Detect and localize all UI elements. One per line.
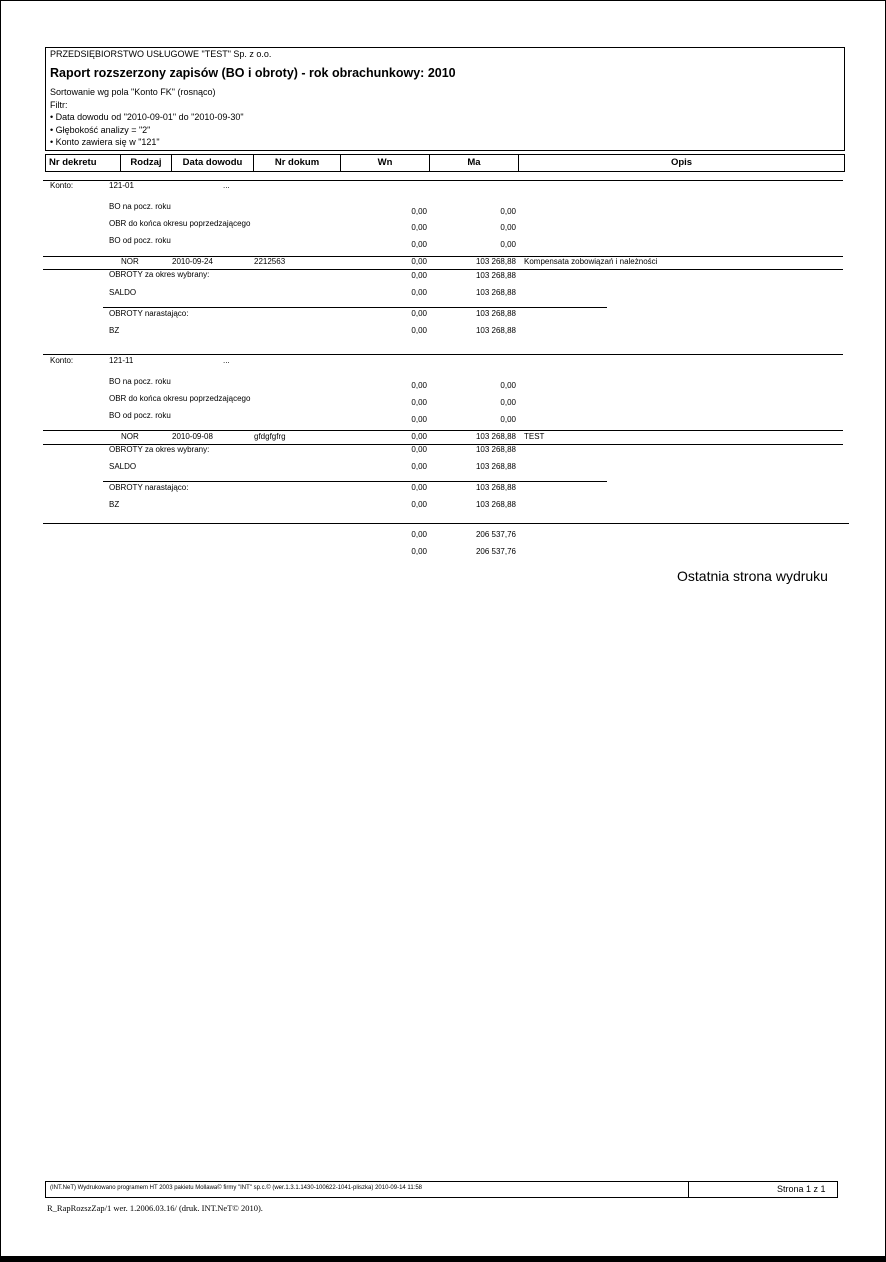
konto-number: 121-01 (109, 181, 134, 190)
page-bottom-edge (0, 1257, 886, 1262)
bo-label: OBR do końca okresu poprzedzającego (109, 219, 251, 228)
summary-ma: 103 268,88 (475, 445, 516, 454)
bo-wn: 0,00 (411, 240, 427, 249)
summary-label: OBROTY narastająco: (109, 309, 189, 318)
summary-ma: 103 268,88 (475, 326, 516, 335)
summary-label: OBROTY za okres wybrany: (109, 445, 210, 454)
bo-ma: 0,00 (500, 223, 516, 232)
entry-wn: 0,00 (411, 432, 427, 441)
summary-ma: 103 268,88 (475, 500, 516, 509)
filter-date: • Data dowodu od "2010-09-01" do "2010-09-30" (50, 112, 244, 122)
bo-label: BO od pocz. roku (109, 411, 171, 420)
summary-label: OBROTY za okres wybrany: (109, 270, 210, 279)
bo-ma: 0,00 (500, 207, 516, 216)
report-title: Raport rozszerzony zapisów (BO i obroty) - rok obrachunkowy: 2010 (50, 66, 456, 80)
entry-wn: 0,00 (411, 257, 427, 266)
konto-label: Konto: (50, 356, 74, 365)
bo-wn: 0,00 (411, 415, 427, 424)
filter-depth: • Głębokość analizy = "2" (50, 125, 151, 135)
summary-label: SALDO (109, 462, 137, 471)
column-header-row (45, 154, 845, 172)
bo-ma: 0,00 (500, 381, 516, 390)
summary-separator (103, 307, 607, 308)
entry-opis: TEST (524, 432, 545, 441)
summary-wn: 0,00 (411, 462, 427, 471)
filter-label: Filtr: (50, 100, 68, 110)
account-separator (43, 354, 843, 355)
bo-ma: 0,00 (500, 240, 516, 249)
entry-separator (43, 430, 843, 431)
summary-ma: 103 268,88 (475, 309, 516, 318)
col-rodzaj: Rodzaj (121, 155, 172, 171)
summary-label: SALDO (109, 288, 137, 297)
entry-nr-dokum: gfdgfgfrg (254, 432, 286, 441)
summary-label: BZ (109, 326, 120, 335)
entry-rodzaj: NOR (121, 432, 139, 441)
total-wn: 0,00 (411, 530, 427, 539)
last-page-note: Ostatnia strona wydruku (677, 568, 828, 584)
summary-ma: 103 268,88 (475, 483, 516, 492)
summary-label: OBROTY narastająco: (109, 483, 189, 492)
bo-ma: 0,00 (500, 398, 516, 407)
summary-wn: 0,00 (411, 309, 427, 318)
total-ma: 206 537,76 (475, 547, 516, 556)
konto-name: ... (223, 181, 230, 190)
summary-ma: 103 268,88 (475, 271, 516, 280)
col-nr-dekretu: Nr dekretu (46, 155, 121, 171)
bo-label: BO od pocz. roku (109, 236, 171, 245)
summary-separator (103, 481, 607, 482)
report-id: R_RapRozszZap/1 wer. 1.2006.03.16/ (druk. INT.NeT© 2010). (47, 1203, 263, 1213)
konto-label: Konto: (50, 181, 74, 190)
summary-wn: 0,00 (411, 445, 427, 454)
bo-label: BO na pocz. roku (109, 202, 171, 211)
summary-wn: 0,00 (411, 500, 427, 509)
page-number: Strona 1 z 1 (777, 1184, 826, 1194)
bo-label: OBR do końca okresu poprzedzającego (109, 394, 251, 403)
col-opis: Opis (670, 157, 693, 168)
entry-ma: 103 268,88 (475, 432, 516, 441)
entry-data: 2010-09-24 (172, 257, 213, 266)
summary-ma: 103 268,88 (475, 288, 516, 297)
summary-wn: 0,00 (411, 326, 427, 335)
summary-label: BZ (109, 500, 120, 509)
entry-opis: Kompensata zobowiązań i należności (524, 257, 658, 266)
bo-wn: 0,00 (411, 398, 427, 407)
sort-info: Sortowanie wg pola "Konto FK" (rosnąco) (50, 87, 216, 97)
entry-data: 2010-09-08 (172, 432, 213, 441)
summary-wn: 0,00 (411, 483, 427, 492)
bo-ma: 0,00 (500, 415, 516, 424)
entry-ma: 103 268,88 (475, 257, 516, 266)
filter-account: • Konto zawiera się w "121" (50, 137, 160, 147)
company-name: PRZEDSIĘBIORSTWO USŁUGOWE "TEST" Sp. z o.o. (50, 49, 272, 59)
account-separator (43, 180, 843, 181)
col-nr-dokum: Nr dokum (254, 155, 341, 171)
bo-wn: 0,00 (411, 381, 427, 390)
totals-separator (43, 523, 849, 524)
col-data-dowodu: Data dowodu (172, 155, 254, 171)
entry-rodzaj: NOR (121, 257, 139, 266)
bo-wn: 0,00 (411, 207, 427, 216)
footer-divider (688, 1182, 689, 1197)
entry-nr-dokum: 2212563 (254, 257, 286, 266)
total-wn: 0,00 (411, 547, 427, 556)
summary-wn: 0,00 (411, 288, 427, 297)
summary-ma: 103 268,88 (475, 462, 516, 471)
konto-name: ... (223, 356, 230, 365)
col-ma: Ma (430, 155, 519, 171)
total-ma: 206 537,76 (475, 530, 516, 539)
printed-by: (INT.NeT) Wydrukowano programem HT 2003 pakietu Mollawa© firmy "INT" sp.c.© (wer.1.3.1.1430-100622-1041-pliszka) 2010-09-14 11:58 (50, 1185, 422, 1191)
bo-label: BO na pocz. roku (109, 377, 171, 386)
col-wn: Wn (341, 155, 430, 171)
report-header-box (45, 47, 845, 151)
summary-wn: 0,00 (411, 271, 427, 280)
bo-wn: 0,00 (411, 223, 427, 232)
konto-number: 121-11 (109, 356, 134, 365)
footer-box (45, 1181, 838, 1198)
